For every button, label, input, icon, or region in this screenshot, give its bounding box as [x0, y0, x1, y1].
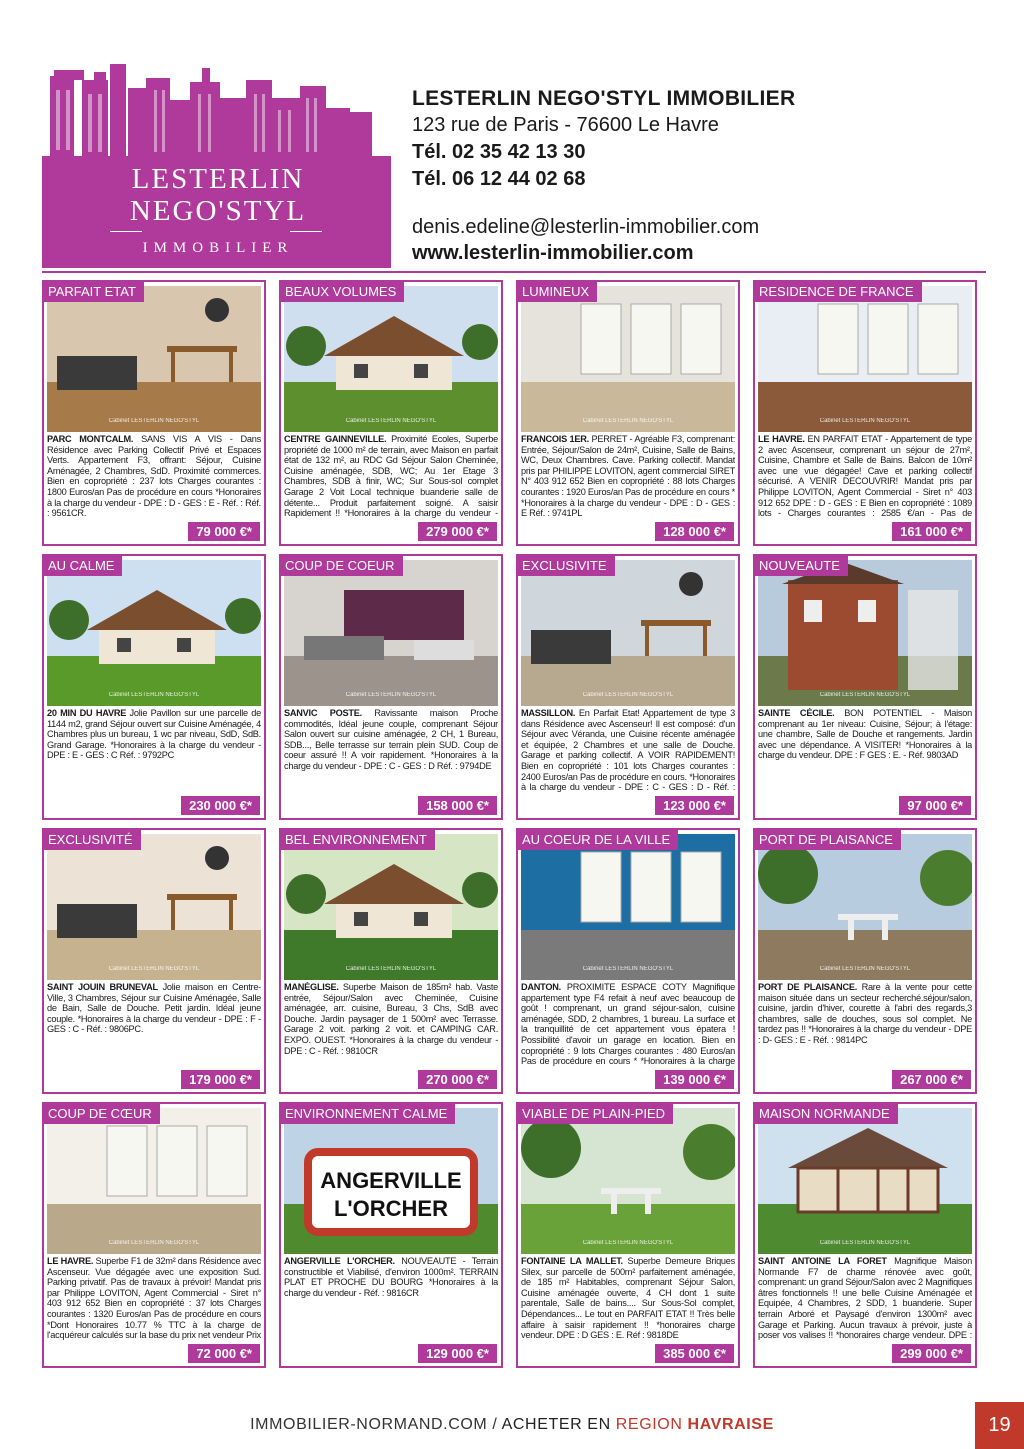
listing-tag: NOUVEAUTE	[755, 556, 848, 576]
listing-description	[521, 982, 735, 1067]
footer-acheter: ACHETER EN	[501, 1416, 616, 1433]
footer-separator: /	[487, 1416, 502, 1433]
listing-location: CENTRE GAINNEVILLE.	[284, 434, 387, 444]
photo-watermark: Cabinet LESTERLIN NEGO'STYL	[819, 1240, 911, 1246]
listing-photo-graphic	[47, 834, 261, 980]
listing-tag: RESIDENCE DE FRANCE	[755, 282, 922, 302]
photo-watermark: Cabinet LESTERLIN NEGO'STYL	[108, 1240, 200, 1246]
photo-watermark: Cabinet LESTERLIN NEGO'STYL	[819, 966, 911, 972]
listing-text: Jolie maison en Centre-Ville, 3 Chambres, Séjour sur Cuisine Aménagée, Salle de Bain, Salle de Douche. Petit jardin. Idéal jeune couple. *Honoraires à la charge du vendeur - DPE : F - GES : C - Réf. : 9806PC.	[47, 982, 261, 1035]
listing-photo-graphic	[521, 1108, 735, 1254]
listing-photo[interactable]	[758, 1108, 972, 1254]
listing-location: DANTON.	[521, 982, 561, 992]
listing-description	[758, 434, 972, 519]
listing-description	[284, 1256, 498, 1341]
listing-description	[47, 1256, 261, 1341]
listing-photo-graphic	[758, 834, 972, 980]
listing-card[interactable]	[42, 554, 266, 820]
listing-card[interactable]	[753, 280, 977, 546]
listing-location: PARC MONTCALM.	[47, 434, 134, 444]
sign-line-2: L'ORCHER	[333, 1196, 449, 1221]
listing-text: Superbe Maison de 185m² hab. Vaste entrée, Séjour/Salon avec Cheminée, Cuisine aménagée, arr. cuisine, Bureau, 3 Chs, SdB avec Douche. Jardin paysager de 1 500m² avec Terrasse. Garage 2 voit. parking 2 voit. et CAMPING CAR. EXPO. OUEST. *Honoraires à la charge du vendeur - DPE : C - Réf. : 9810CR	[284, 982, 498, 1056]
agency-website[interactable]: www.lesterlin-immobilier.com	[412, 242, 694, 264]
listing-photo-graphic	[521, 286, 735, 432]
listing-card[interactable]	[516, 280, 740, 546]
listing-price: 79 000 €*	[188, 522, 260, 541]
listing-card[interactable]	[516, 554, 740, 820]
listing-card[interactable]	[753, 828, 977, 1094]
listing-description	[284, 982, 498, 1067]
listing-location: LE HAVRE.	[47, 1256, 94, 1266]
photo-watermark: Cabinet LESTERLIN NEGO'STYL	[819, 692, 911, 698]
listing-photo[interactable]	[521, 1108, 735, 1254]
listing-tag: EXCLUSIVITÉ	[44, 830, 141, 850]
listing-text: BON POTENTIEL - Maison comprenant au 1er niveau: Cuisine, Séjour; à l'étage: une chambre, Salle de Douche et rangements. Jardin avec une dépendance. A VISITER! *Honoraires à la charge du vendeur. DPE : F GES : E. - Réf. 9803AD	[758, 708, 972, 761]
listing-price: 129 000 €*	[418, 1344, 497, 1363]
footer-havraise: HAVRAISE	[687, 1416, 774, 1433]
photo-watermark: Cabinet LESTERLIN NEGO'STYL	[108, 418, 200, 424]
agency-name: LESTERLIN NEGO'STYL IMMOBILIER	[412, 87, 796, 110]
listing-price: 385 000 €*	[655, 1344, 734, 1363]
listing-tag: ENVIRONNEMENT CALME	[281, 1104, 455, 1124]
listing-card[interactable]	[753, 1102, 977, 1368]
listing-photo-graphic	[47, 286, 261, 432]
listing-photo[interactable]	[284, 286, 498, 432]
listing-photo-graphic	[521, 834, 735, 980]
listing-text: EN PARFAIT ETAT - Appartement de type 2 avec Ascenseur, comprenant un séjour de 27m², Cuisine, Chambre et Salle de Bains. Balcon de 10m² avec une vue dégagée! Cave et parking collectif sécurisé. A VENIR DECOUVRIR! Mandat pris par Philippe LOVITON, Agent Commercial - Siret n° 403 912 652 DPE : D - GES : E Bien en copropriété : 1089 lots - Charges courantes : 2585 €/an - Pas de	[758, 434, 972, 519]
listing-price: 139 000 €*	[655, 1070, 734, 1089]
agency-email[interactable]: denis.edeline@lesterlin-immobilier.com	[412, 216, 760, 238]
listing-price: 128 000 €*	[655, 522, 734, 541]
listing-card[interactable]	[516, 1102, 740, 1368]
listing-photo[interactable]	[284, 1108, 498, 1254]
listing-tag: BEAUX VOLUMES	[281, 282, 404, 302]
listing-price: 161 000 €*	[892, 522, 971, 541]
listing-text: Proximité Ecoles, Superbe propriété de 1000 m² de terrain, avec Maison en parfait état de 132 m², au RDC Gd Séjour Salon Cheminée, Cuisine aménagée, SDB, WC; Au 1er Etage 3 Chambres, SDB à finir, WC; Sur Sous-sol complet Garage 2 Voit Local technique buanderie salle de détente... Produit parfaitement soigné. A saisir Rapidement !! *Honoraires à la charge du vendeur -	[284, 434, 498, 519]
listing-card[interactable]	[516, 828, 740, 1094]
listing-location: MASSILLON.	[521, 708, 576, 718]
skyline-logo-graphic	[42, 50, 391, 268]
listing-location: FONTAINE LA MALLET.	[521, 1256, 623, 1266]
listing-tag: COUP DE COEUR	[281, 556, 403, 576]
listing-location: SANVIC POSTE.	[284, 708, 362, 718]
logo-line-2: NEGO'STYL	[129, 195, 307, 227]
listing-card[interactable]	[42, 280, 266, 546]
listing-description	[521, 708, 735, 793]
listing-card[interactable]	[279, 554, 503, 820]
listing-text: SANS VIS A VIS - Dans Résidence avec Parking Collectif Privé et Espaces Verts. Appartement F3, offrant: Séjour, Cuisine Aménagée, 2 Chambres, SdD. Proximité commerces. Bien en copropriété : 237 lots Charges courantes : 1800 Euros/an Pas de procédure en cours *Honoraires à la charge du vendeur - DPE : D - GES : E - Réf. : Réf. : 9561CR.	[47, 434, 261, 519]
listing-tag: AU CALME	[44, 556, 122, 576]
listing-location: SAINT ANTOINE LA FORET	[758, 1256, 887, 1266]
listing-photo[interactable]	[47, 286, 261, 432]
listing-photo[interactable]	[47, 1108, 261, 1254]
photo-watermark: Cabinet LESTERLIN NEGO'STYL	[582, 692, 674, 698]
listing-location: PORT DE PLAISANCE.	[758, 982, 858, 992]
listing-location: SAINTE CÉCILE.	[758, 708, 835, 718]
listing-photo-graphic	[284, 560, 498, 706]
listing-text: NOUVEAUTE - Terrain constructible et Viabilisé, d'environ 1000m². TERRAIN PLAT ET PROCHE DU BOURG *Honoraires à la charge du vendeur - Réf. : 9816CR	[284, 1256, 498, 1298]
listing-location: LE HAVRE.	[758, 434, 805, 444]
listing-tag: VIABLE DE PLAIN-PIED	[518, 1104, 673, 1124]
listing-location: FRANCOIS 1ER.	[521, 434, 589, 444]
listing-description	[47, 434, 261, 519]
listing-price: 279 000 €*	[418, 522, 497, 541]
agency-contact-block	[412, 86, 972, 264]
listing-photo-graphic	[284, 286, 498, 432]
listing-tag: BEL ENVIRONNEMENT	[281, 830, 435, 850]
listing-tag: MAISON NORMANDE	[755, 1104, 898, 1124]
listing-text: Ravissante maison Proche commodités, Idéal jeune couple, comprenant Séjour Salon ouvert sur cuisine aménagée, 2 CH, 1 Bureau, SDB..., Belle terrasse sur terrain plein SUD. Coup de coeur assuré !! A voir rapidement. *Honoraires à la charge du vendeur - DPE : C - GES : D Réf. : 9794DE	[284, 708, 498, 771]
listing-location: ANGERVILLE L'ORCHER.	[284, 1256, 395, 1266]
listing-text: PROXIMITE ESPACE COTY Magnifique appartement type F4 refait à neuf avec beaucoup de goût ! comprenant, un grand séjour-salon, cuisine aménagée, SDD, 2 chambres, 1 bureau. La surface et la tranquillité de cet appartement vous épatera ! Possibilité d'avoir un garage en location. Bien en copropriété : 9 lots Charges courantes : 480 Euros/an Pas de procédure en cours * *Honoraires à la charge	[521, 982, 735, 1067]
listing-tag: PARFAIT ETAT	[44, 282, 144, 302]
listing-location: MANÉGLISE.	[284, 982, 339, 992]
photo-watermark: Cabinet LESTERLIN NEGO'STYL	[345, 418, 437, 424]
listing-photo[interactable]	[284, 560, 498, 706]
agency-logo	[42, 50, 391, 268]
listing-photo[interactable]	[47, 834, 261, 980]
listing-description	[47, 708, 261, 793]
listing-description	[758, 1256, 972, 1341]
listing-price: 299 000 €*	[892, 1344, 971, 1363]
listing-photo-graphic	[284, 834, 498, 980]
listing-card[interactable]	[279, 280, 503, 546]
footer-site[interactable]: IMMOBILIER-NORMAND.COM	[250, 1416, 488, 1433]
listing-card[interactable]	[42, 1102, 266, 1368]
header-divider	[42, 271, 986, 273]
listing-photo[interactable]	[758, 834, 972, 980]
listing-photo[interactable]	[521, 286, 735, 432]
listing-photo-graphic	[521, 560, 735, 706]
listing-photo-graphic	[758, 560, 972, 706]
listing-price: 179 000 €*	[181, 1070, 260, 1089]
listing-photo-graphic	[47, 560, 261, 706]
photo-watermark: Cabinet LESTERLIN NEGO'STYL	[582, 966, 674, 972]
listing-description	[758, 708, 972, 793]
listing-card[interactable]	[753, 554, 977, 820]
listing-photo-graphic	[284, 1108, 498, 1254]
listing-price: 267 000 €*	[892, 1070, 971, 1089]
listing-description	[521, 1256, 735, 1341]
logo-line-3: IMMOBILIER	[142, 240, 294, 256]
photo-watermark: Cabinet LESTERLIN NEGO'STYL	[108, 966, 200, 972]
sign-line-1: ANGERVILLE	[320, 1168, 462, 1193]
listing-location: 20 MIN DU HAVRE	[47, 708, 127, 718]
listing-photo-graphic	[758, 286, 972, 432]
photo-watermark: Cabinet LESTERLIN NEGO'STYL	[108, 692, 200, 698]
listing-description	[758, 982, 972, 1067]
listing-location: SAINT JOUIN BRUNEVAL	[47, 982, 158, 992]
listing-tag: EXCLUSIVITE	[518, 556, 615, 576]
photo-watermark: Cabinet LESTERLIN NEGO'STYL	[345, 966, 437, 972]
listing-price: 230 000 €*	[181, 796, 260, 815]
listing-photo[interactable]	[47, 560, 261, 706]
listing-photo[interactable]	[284, 834, 498, 980]
page-number: 19	[975, 1402, 1024, 1449]
photo-watermark: Cabinet LESTERLIN NEGO'STYL	[582, 418, 674, 424]
listing-text: Jolie Pavillon sur une parcelle de 1144 m2, grand Séjour ouvert sur Cuisine Aménagée, 4 Chambres plus un bureau, 1 wc par niveau, SdD, SdB. Grand Garage. *Honoraires à la charge du vendeur - DPE : E - GES : C Réf. : 9792PC	[47, 708, 261, 761]
listing-price: 158 000 €*	[418, 796, 497, 815]
page-footer	[0, 1416, 1024, 1436]
listing-text: Magnifique Maison Normande F7 de charme rénovée avec goût, comprenant: un grand Séjour/Salon avec 2 Magnifiques âtres fonctionnels !! une belle Cuisine Aménagée et Equipée, 4 Chambres, 2 SDD, 1 buanderie. Super terrain Arboré et Paysagé d'environ 1300m² avec Garage et Parking. Aucun travaux à prévoir, juste à poser vos valises !! *honoraires charge vendeur. DPE :	[758, 1256, 972, 1341]
listing-text: PERRET - Agréable F3, comprenant: Entrée, Séjour/Salon de 24m², Cuisine, Salle de Bains, WC, Deux Chambres. Cave. Parking collectif. Mandat pris par PHILIPPE LOVITON, agent commercial SIRET N° 403 912 652 Bien en copropriété : 88 lots Charges courantes : 1920 Euros/an Pas de procédure en cours * *Honoraires à la charge du vendeur - DPE : D - GES : E Réf. : 9741PL	[521, 434, 735, 519]
agency-phone-1: Tél. 02 35 42 13 30	[412, 141, 586, 163]
listing-text: En Parfait Etat! Appartement de type 3 dans Résidence avec Ascenseur! Il est composé: d'un Séjour avec Véranda, une Cuisine récente aménagée et équipée, 2 Chambres et une salle de Douche. Garage et parking collectif. A VOIR RAPIDEMENT! Bien en copropriété : 101 lots Charges courantes : 2400 Euros/an Pas de procédure en cours. *Honoraires à la charge du vendeur - DPE : C - GES : D - Réf. :	[521, 708, 735, 793]
photo-watermark: Cabinet LESTERLIN NEGO'STYL	[582, 1240, 674, 1246]
listing-description	[521, 434, 735, 519]
listing-photo[interactable]	[758, 286, 972, 432]
listing-photo[interactable]	[521, 560, 735, 706]
listing-photo[interactable]	[758, 560, 972, 706]
listing-description	[284, 708, 498, 793]
listing-card[interactable]	[279, 1102, 503, 1368]
footer-region: REGION	[615, 1416, 688, 1433]
listing-text: Superbe Demeure Briques Silex, sur parcelle de 500m² parfaitement aménagée, de 185 m² Habitables, comprenant Séjour Salon, Cuisine aménagée ouverte, 4 CH dont 1 suite parentale, Salle de bains.... Sur Sous-Sol complet, Dépendances... Le tout en PARFAIT ETAT !! Très belle affaire à saisir rapidement !! *honoraires charge vendeur. DPE : D GES : E. Réf : 9818DE	[521, 1256, 735, 1341]
listing-price: 72 000 €*	[188, 1344, 260, 1363]
logo-line-1: LESTERLIN	[131, 163, 305, 195]
listing-tag: PORT DE PLAISANCE	[755, 830, 901, 850]
listing-photo-graphic	[758, 1108, 972, 1254]
listing-card[interactable]	[279, 828, 503, 1094]
listing-tag: AU COEUR DE LA VILLE	[518, 830, 678, 850]
listing-tag: COUP DE CŒUR	[44, 1104, 160, 1124]
listing-text: Superbe F1 de 32m² dans Résidence avec Ascenseur. Vue dégagée avec une exposition Sud. Parking privatif. Pas de travaux à prévoir! Mandat pris par Philippe LOVITON, Agent Commercial - Siret n° 403 912 652 Bien en copropriété : 37 lots Charges courantes : 1320 Euros/an Pas de procédure en cours *Dont Honoraires 10.77 % TTC à la charge de l'acquéreur calculés sur la base du prix net vendeur Prix	[47, 1256, 261, 1341]
listing-description	[47, 982, 261, 1067]
listing-card[interactable]	[42, 828, 266, 1094]
photo-watermark: Cabinet LESTERLIN NEGO'STYL	[819, 418, 911, 424]
agency-address: 123 rue de Paris - 76600 Le Havre	[412, 114, 719, 136]
listing-tag: LUMINEUX	[518, 282, 597, 302]
listing-description	[284, 434, 498, 519]
listing-price: 270 000 €*	[418, 1070, 497, 1089]
listing-price: 97 000 €*	[899, 796, 971, 815]
listing-photo-graphic	[47, 1108, 261, 1254]
photo-watermark: Cabinet LESTERLIN NEGO'STYL	[345, 692, 437, 698]
agency-phone-2: Tél. 06 12 44 02 68	[412, 168, 586, 190]
listing-text: Rare à la vente pour cette maison située dans un secteur recherché.séjour/salon, cuisine, jardin d'hiver, courette à l'abri des regards,3 chambres, salle de douches, sous sol complet. Ne tardez pas !! *Honoraires à la charge du vendeur - DPE : D- GES : E - Réf. : 9814PC	[758, 982, 972, 1045]
listing-photo[interactable]	[521, 834, 735, 980]
listing-price: 123 000 €*	[655, 796, 734, 815]
